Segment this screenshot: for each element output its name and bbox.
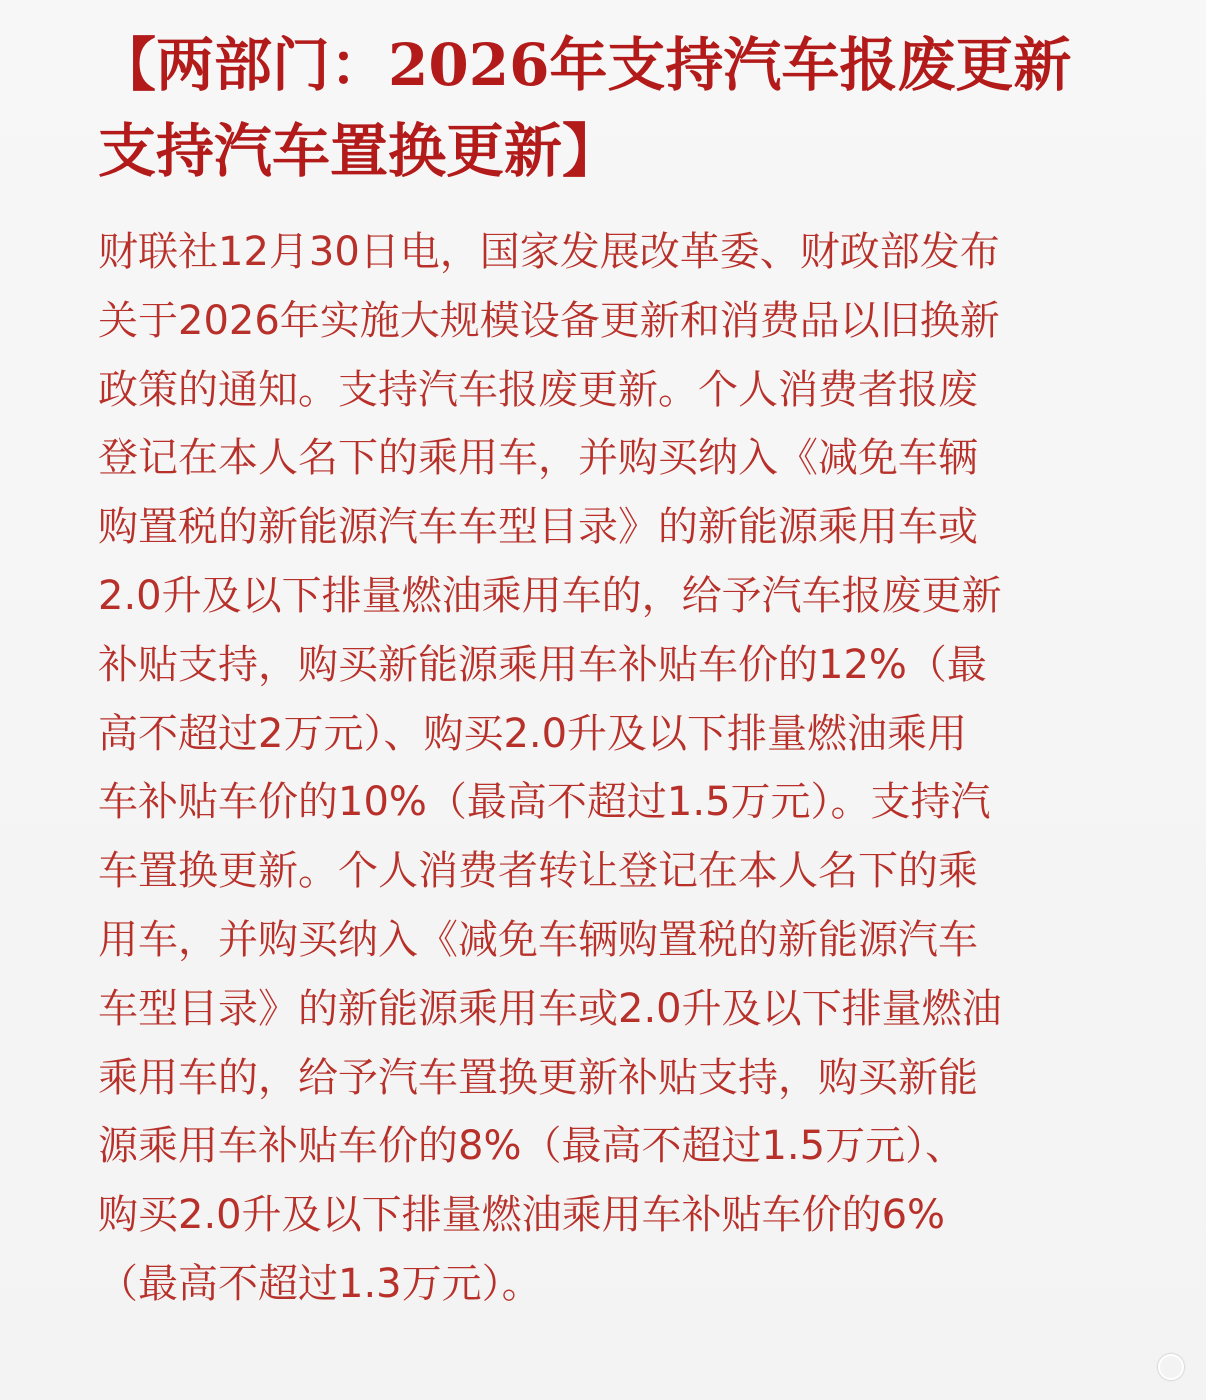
body-line: 政策的通知。支持汽车报废更新。个人消费者报废 [98,366,978,413]
watermark [1158,1354,1184,1380]
body-line: 车置换更新。个人消费者转让登记在本人名下的乘 [98,848,978,895]
body-line: 补贴支持，购买新能源乘用车补贴车价的12%（最 [98,641,987,688]
body-line: 财联社12月30日电，国家发展改革委、财政部发布 [98,229,1000,275]
body-line: 源乘用车补贴车价的8%（最高不超过1.5万元）、 [98,1123,966,1170]
headline-line: 【两部门：2026年支持汽车报废更新 [98,31,1072,99]
article-body [98,218,1158,1319]
body-line: 车型目录》的新能源乘用车或2.0升及以下排量燃油 [98,985,1002,1032]
watermark-logo-icon [1158,1354,1184,1380]
body-line: 乘用车的，给予汽车置换更新补贴支持，购买新能 [98,1054,978,1101]
body-line: 关于2026年实施大规模设备更新和消费品以旧换新 [98,297,1000,344]
body-line: 登记在本人名下的乘用车，并购买纳入《减免车辆 [98,435,978,482]
body-line: 2.0升及以下排量燃油乘用车的，给予汽车报废更新 [98,572,1002,619]
body-line: （最高不超过1.3万元）。 [98,1260,542,1307]
body-line: 购置税的新能源汽车车型目录》的新能源乘用车或 [98,504,978,551]
headline [98,22,1138,194]
body-line: 车补贴车价的10%（最高不超过1.5万元）。支持汽 [98,779,991,826]
headline-line: 支持汽车置换更新】 [98,117,621,185]
body-line: 高不超过2万元）、购买2.0升及以下排量燃油乘用 [98,710,968,757]
body-line: 用车，并购买纳入《减免车辆购置税的新能源汽车 [98,916,978,963]
body-line: 购买2.0升及以下排量燃油乘用车补贴车价的6% [98,1192,946,1239]
